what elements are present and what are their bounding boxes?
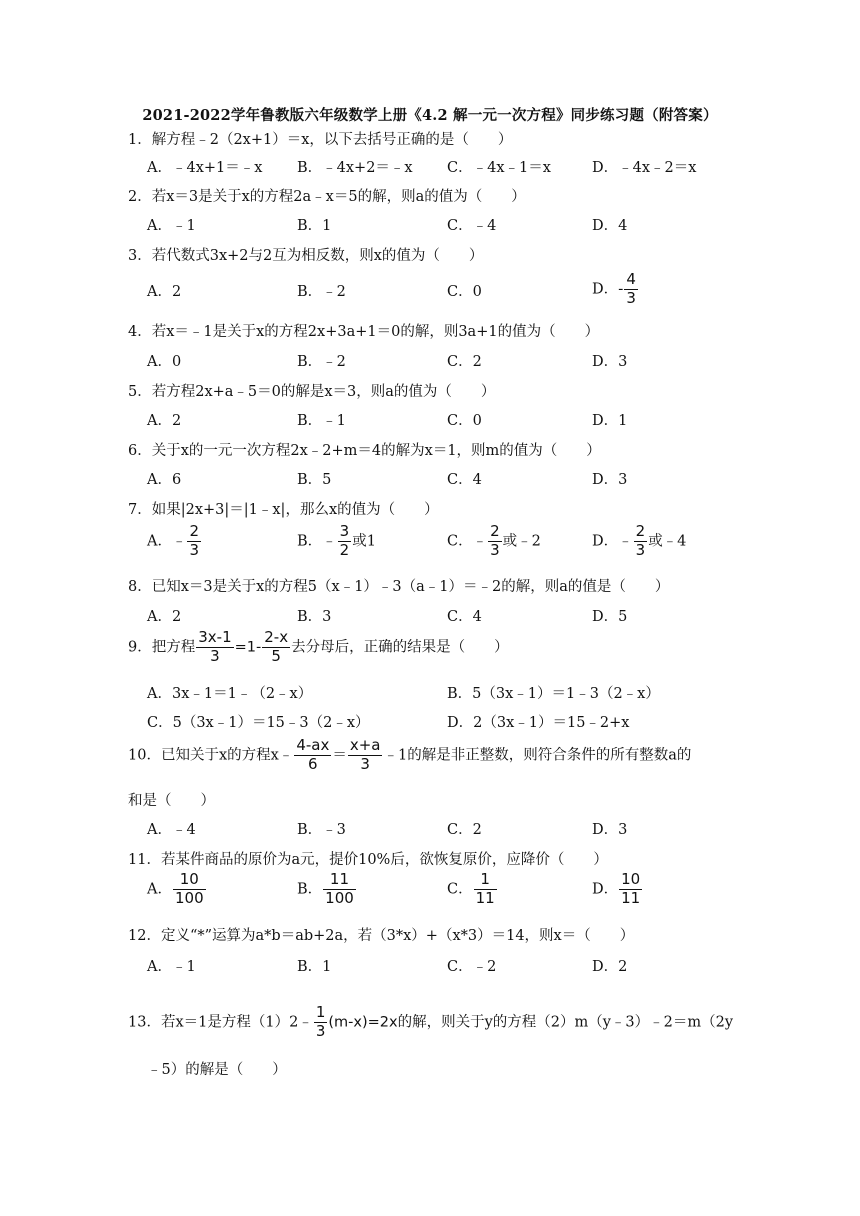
- question-12-stem: 12．定义“*”运算为a*b＝ab+2a，若（3*x）+（x*3）＝14，则x＝（ ）: [128, 928, 635, 944]
- question-7-stem: 7．如果|2x+3|＝|1﹣x|，那么x的值为（ ）: [128, 502, 439, 518]
- q4-option-c[interactable]: C．2: [447, 354, 482, 370]
- q12-option-c[interactable]: C．﹣2: [447, 959, 497, 975]
- q3-d-numerator: 4: [626, 270, 636, 288]
- q12-option-d[interactable]: D．2: [592, 959, 628, 975]
- q2-option-a[interactable]: A．﹣1: [147, 218, 196, 234]
- q2-option-d[interactable]: D．4: [592, 218, 628, 234]
- q9-option-c[interactable]: C．5（3x﹣1）＝15﹣3（2﹣x）: [147, 715, 370, 731]
- q3-option-c[interactable]: C．0: [447, 284, 482, 300]
- q7-d-fraction: $\frac{2}{3}$: [635, 522, 646, 559]
- q7-b-fraction: $\frac{3}{2}$: [339, 522, 350, 559]
- q9-option-b[interactable]: B．5（3x﹣1）＝1﹣3（2﹣x）: [447, 686, 660, 702]
- q5-option-c[interactable]: C．0: [447, 413, 482, 429]
- q9-fraction-2: $\frac{2-x}{5}$: [264, 628, 289, 665]
- q4-option-b[interactable]: B．﹣2: [297, 354, 346, 370]
- q5-option-d[interactable]: D．1: [592, 413, 628, 429]
- q7-option-b[interactable]: B．﹣ $\frac{3}{2}$ 或1: [297, 522, 376, 559]
- question-9-stem: 9．把方程 $\frac{3x-1}{3}$ =1- $\frac{2-x}{5}$ 去分母后，正确的结果是（ ）: [128, 628, 509, 665]
- q10-option-a[interactable]: A．﹣4: [147, 822, 196, 838]
- q7-option-a[interactable]: A．﹣ $\frac{2}{3}$: [147, 522, 200, 559]
- question-13-stem-line-2: ﹣5）的解是（ ）: [147, 1062, 287, 1078]
- q11-c-fraction: $\frac{1}{11}$: [475, 870, 495, 907]
- q3-option-d[interactable]: D．- $\frac{4}{3}$: [592, 270, 636, 307]
- q10-fraction-2: $\frac{x+a}{3}$: [349, 736, 381, 773]
- q9-fraction-1: $\frac{3x-1}{3}$: [198, 628, 232, 665]
- q1-option-c[interactable]: C．﹣4x﹣1＝x: [447, 160, 551, 176]
- question-11-stem: 11．若某件商品的原价为a元，提价10%后，欲恢复原价，应降价（ ）: [128, 852, 608, 868]
- q6-option-b[interactable]: B．5: [297, 472, 332, 488]
- q11-d-fraction: $\frac{10}{11}$: [621, 870, 641, 907]
- q13-expression: (m-x)=2x: [328, 1014, 398, 1031]
- q11-option-b[interactable]: B． $\frac{11}{100}$: [297, 870, 354, 907]
- question-2-stem: 2．若x＝3是关于x的方程2a﹣x＝5的解，则a的值为（ ）: [128, 189, 526, 205]
- q10-fraction-1: $\frac{4-ax}{6}$: [296, 736, 330, 773]
- q10-option-c[interactable]: C．2: [447, 822, 482, 838]
- q13-fraction: $\frac{1}{3}$: [315, 1003, 326, 1040]
- q5-option-a[interactable]: A．2: [147, 413, 182, 429]
- q11-b-fraction: $\frac{11}{100}$: [325, 870, 354, 907]
- q1-option-d[interactable]: D．﹣4x﹣2＝x: [592, 160, 697, 176]
- question-4-stem: 4．若x＝﹣1是关于x的方程2x+3a+1＝0的解，则3a+1的值为（ ）: [128, 324, 600, 340]
- q3-d-denominator: 3: [626, 288, 636, 307]
- q2-option-b[interactable]: B．1: [297, 218, 332, 234]
- q9-option-d[interactable]: D．2（3x﹣1）＝15﹣2+x: [447, 715, 630, 731]
- q7-c-fraction: $\frac{2}{3}$: [490, 522, 500, 559]
- q4-option-a[interactable]: A．0: [147, 354, 182, 370]
- q11-option-c[interactable]: C． $\frac{1}{11}$: [447, 870, 495, 907]
- question-13-stem: 13．若x＝1是方程（1）2﹣ $\frac{1}{3}$ (m-x)=2x的解，则关于y的方程（2）m（y﹣3）﹣2＝m（2y: [128, 1003, 734, 1040]
- q7-option-d[interactable]: D．﹣ $\frac{2}{3}$ 或﹣4: [592, 522, 687, 559]
- q7-option-c[interactable]: C．﹣ $\frac{2}{3}$ 或﹣2: [447, 522, 541, 559]
- question-10-stem-line-2: 和是（ ）: [128, 793, 215, 809]
- q7-a-fraction: $\frac{2}{3}$: [189, 522, 200, 559]
- q8-option-b[interactable]: B．3: [297, 609, 332, 625]
- q3-d-fraction: [624, 272, 638, 307]
- question-6-stem: 6．关于x的一元一次方程2x﹣2+m＝4的解为x＝1，则m的值为（ ）: [128, 443, 601, 459]
- question-8-stem: 8．已知x＝3是关于x的方程5（x﹣1）﹣3（a﹣1）＝﹣2的解，则a的值是（ ）: [128, 579, 670, 595]
- q9-option-a[interactable]: A．3x﹣1＝1﹣（2﹣x）: [147, 686, 313, 702]
- q6-option-d[interactable]: D．3: [592, 472, 628, 488]
- q1-option-b[interactable]: B．﹣4x+2＝﹣x: [297, 160, 413, 176]
- q5-option-b[interactable]: B．﹣1: [297, 413, 346, 429]
- q8-option-d[interactable]: D．5: [592, 609, 628, 625]
- q11-option-d[interactable]: D． $\frac{10}{11}$: [592, 870, 641, 907]
- q11-option-a[interactable]: A． $\frac{10}{100}$: [147, 870, 204, 907]
- question-10-stem: 10．已知关于x的方程x﹣ $\frac{4-ax}{6}$ ＝ $\frac{x+a}{3}$ ﹣1的解是非正整数，则符合条件的所有整数a的: [128, 736, 692, 773]
- q3-option-a[interactable]: A．2: [147, 284, 182, 300]
- question-3-stem: 3．若代数式3x+2与2互为相反数，则x的值为（ ）: [128, 248, 484, 264]
- question-5-stem: 5．若方程2x+a﹣5＝0的解是x＝3，则a的值为（ ）: [128, 384, 496, 400]
- page-title: 2021-2022学年鲁教版六年级数学上册《4.2 解一元一次方程》同步练习题（附答案）: [142, 107, 718, 124]
- q3-option-b[interactable]: B．﹣2: [297, 284, 346, 300]
- q8-option-c[interactable]: C．4: [447, 609, 482, 625]
- q1-option-a[interactable]: A．﹣4x+1＝﹣x: [147, 160, 263, 176]
- q10-option-b[interactable]: B．﹣3: [297, 822, 346, 838]
- q8-option-a[interactable]: A．2: [147, 609, 182, 625]
- q2-option-c[interactable]: C．﹣4: [447, 218, 497, 234]
- q12-option-b[interactable]: B．1: [297, 959, 332, 975]
- q6-option-a[interactable]: A．6: [147, 472, 182, 488]
- q11-a-fraction: $\frac{10}{100}$: [174, 870, 204, 907]
- q4-option-d[interactable]: D．3: [592, 354, 628, 370]
- q12-option-a[interactable]: A．﹣1: [147, 959, 196, 975]
- question-1-stem: 1．解方程﹣2（2x+1）＝x，以下去括号正确的是（ ）: [128, 132, 513, 148]
- q10-option-d[interactable]: D．3: [592, 822, 628, 838]
- q3-d-prefix: D．: [592, 281, 619, 298]
- q6-option-c[interactable]: C．4: [447, 472, 482, 488]
